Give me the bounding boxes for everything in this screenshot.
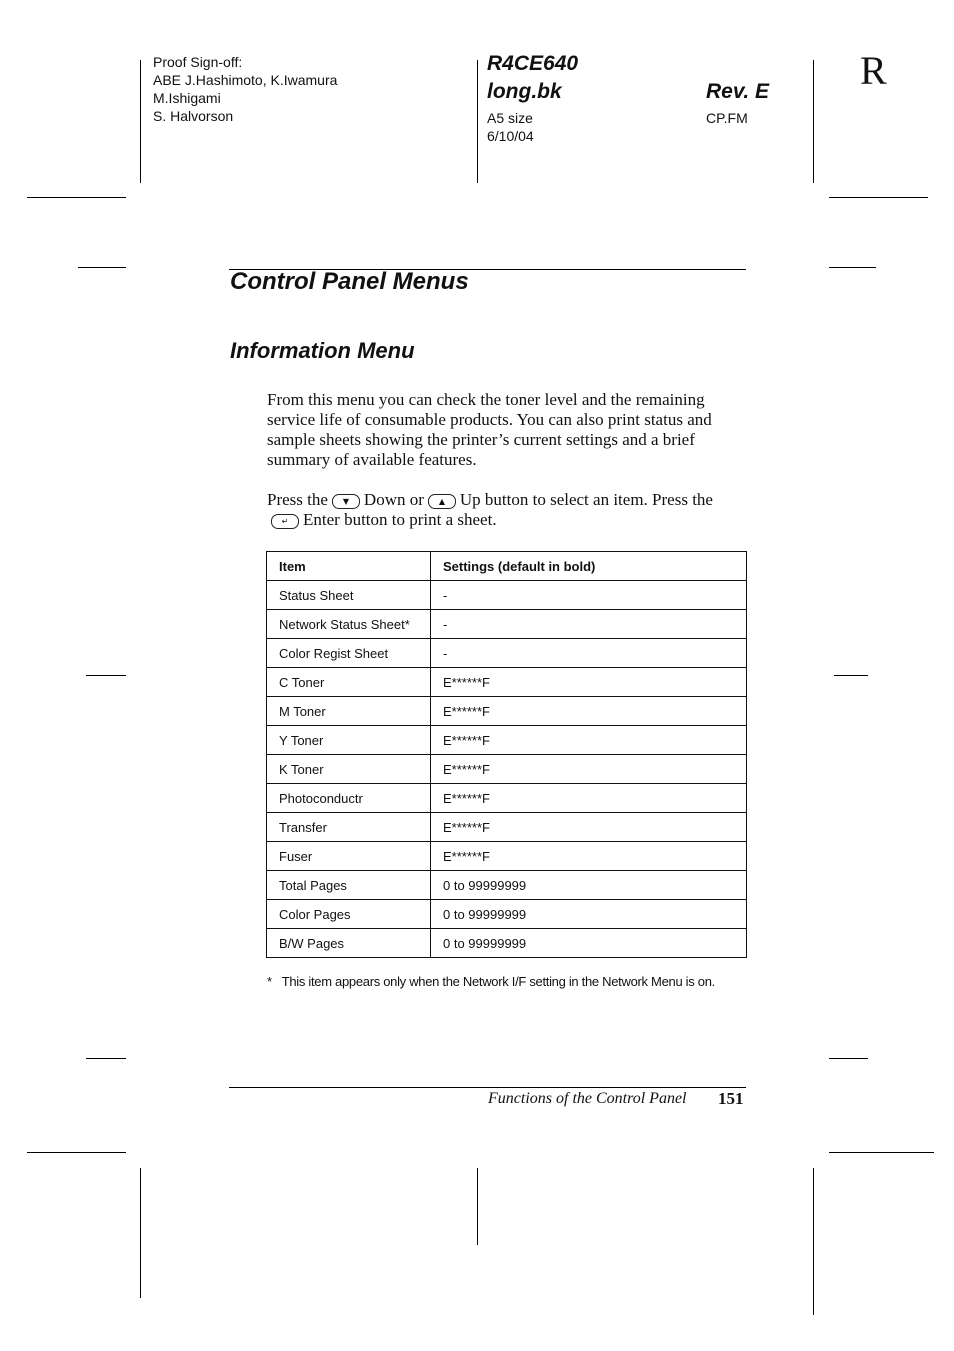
- proof-line: Proof Sign-off:: [153, 54, 243, 70]
- crop-mark: [477, 1168, 478, 1245]
- table-row: [267, 697, 747, 726]
- item-cell: K Toner: [267, 755, 431, 784]
- page-number: 151: [718, 1089, 744, 1108]
- table-row: [267, 871, 747, 900]
- settings-cell: E******F: [431, 784, 747, 813]
- doc-file: long.bk: [487, 80, 562, 103]
- table-row: [267, 813, 747, 842]
- doc-code: R4CE640: [487, 52, 579, 75]
- settings-cell: 0 to 99999999: [431, 871, 747, 900]
- page-size: A5 size: [487, 110, 533, 126]
- crop-mark: [78, 267, 126, 268]
- enter-button-icon: ↵: [271, 514, 299, 529]
- crop-mark: [829, 1058, 868, 1059]
- proof-line: S. Halvorson: [153, 108, 234, 124]
- settings-cell: E******F: [431, 697, 747, 726]
- item-cell: Total Pages: [267, 871, 431, 900]
- table-row: [267, 726, 747, 755]
- revision: Rev. E: [706, 80, 770, 103]
- item-cell: Network Status Sheet*: [267, 610, 431, 639]
- column-header-settings: Settings (default in bold): [431, 552, 747, 581]
- proof-line: M.Ishigami: [153, 90, 221, 106]
- up-button-icon: ▲: [428, 494, 456, 509]
- settings-cell: E******F: [431, 813, 747, 842]
- item-cell: B/W Pages: [267, 929, 431, 958]
- instruction-text: Enter button to print a sheet.: [303, 510, 497, 529]
- down-button-icon: ▼: [332, 494, 360, 509]
- fm-file: CP.FM: [706, 110, 748, 126]
- crop-mark: [813, 60, 814, 183]
- crop-mark: [140, 1168, 141, 1298]
- settings-cell: E******F: [431, 726, 747, 755]
- table-row: [267, 581, 747, 610]
- settings-cell: 0 to 99999999: [431, 900, 747, 929]
- crop-mark: [86, 1058, 126, 1059]
- item-cell: M Toner: [267, 697, 431, 726]
- crop-mark: [27, 197, 126, 198]
- proof-date: 6/10/04: [487, 128, 534, 144]
- section-letter: R: [860, 48, 887, 93]
- settings-cell: -: [431, 581, 747, 610]
- table-row: [267, 929, 747, 958]
- crop-mark: [813, 1168, 814, 1315]
- column-header-item: Item: [267, 552, 431, 581]
- item-cell: Fuser: [267, 842, 431, 871]
- crop-mark: [140, 60, 141, 183]
- crop-mark: [829, 1152, 934, 1153]
- item-cell: Color Regist Sheet: [267, 639, 431, 668]
- settings-cell: E******F: [431, 668, 747, 697]
- table-row: [267, 668, 747, 697]
- settings-cell: -: [431, 639, 747, 668]
- settings-cell: -: [431, 610, 747, 639]
- table-row: [267, 842, 747, 871]
- item-cell: Transfer: [267, 813, 431, 842]
- footnote-marker: *: [267, 974, 272, 989]
- crop-mark: [477, 60, 478, 183]
- footnote: [267, 974, 715, 989]
- item-cell: C Toner: [267, 668, 431, 697]
- settings-cell: 0 to 99999999: [431, 929, 747, 958]
- crop-mark: [27, 1152, 126, 1153]
- settings-cell: E******F: [431, 842, 747, 871]
- table-row: [267, 755, 747, 784]
- instruction-text: Down or: [363, 490, 424, 509]
- instruction-text: Up button to select an item. Press the: [459, 490, 713, 509]
- proof-signoff: [153, 53, 337, 125]
- intro-paragraph: From this menu you can check the toner level and the remaining service life of consumable products. You can also print status and sample sheets showing the printer’s current settings and a brief summary of available features.: [267, 390, 712, 469]
- table-row: [267, 639, 747, 668]
- section-heading: Information Menu: [230, 338, 415, 363]
- instruction-paragraph: [267, 490, 747, 530]
- item-cell: Color Pages: [267, 900, 431, 929]
- table-row: [267, 784, 747, 813]
- crop-mark: [829, 267, 876, 268]
- table-row: [267, 900, 747, 929]
- footer-section: Functions of the Control Panel: [488, 1090, 687, 1107]
- page-title: Control Panel Menus: [230, 268, 469, 295]
- crop-mark: [829, 197, 928, 198]
- item-cell: Status Sheet: [267, 581, 431, 610]
- table-header-row: [267, 552, 747, 581]
- footer-rule: [229, 1087, 746, 1088]
- item-cell: Photoconductr: [267, 784, 431, 813]
- crop-mark: [834, 675, 868, 676]
- settings-cell: E******F: [431, 755, 747, 784]
- table-row: [267, 610, 747, 639]
- instruction-text: Press the: [267, 490, 328, 509]
- item-cell: Y Toner: [267, 726, 431, 755]
- proof-line: ABE J.Hashimoto, K.Iwamura: [153, 72, 338, 88]
- information-menu-table: [266, 551, 747, 958]
- footnote-text: This item appears only when the Network I/F setting in the Network Menu is on.: [281, 974, 715, 989]
- crop-mark: [86, 675, 126, 676]
